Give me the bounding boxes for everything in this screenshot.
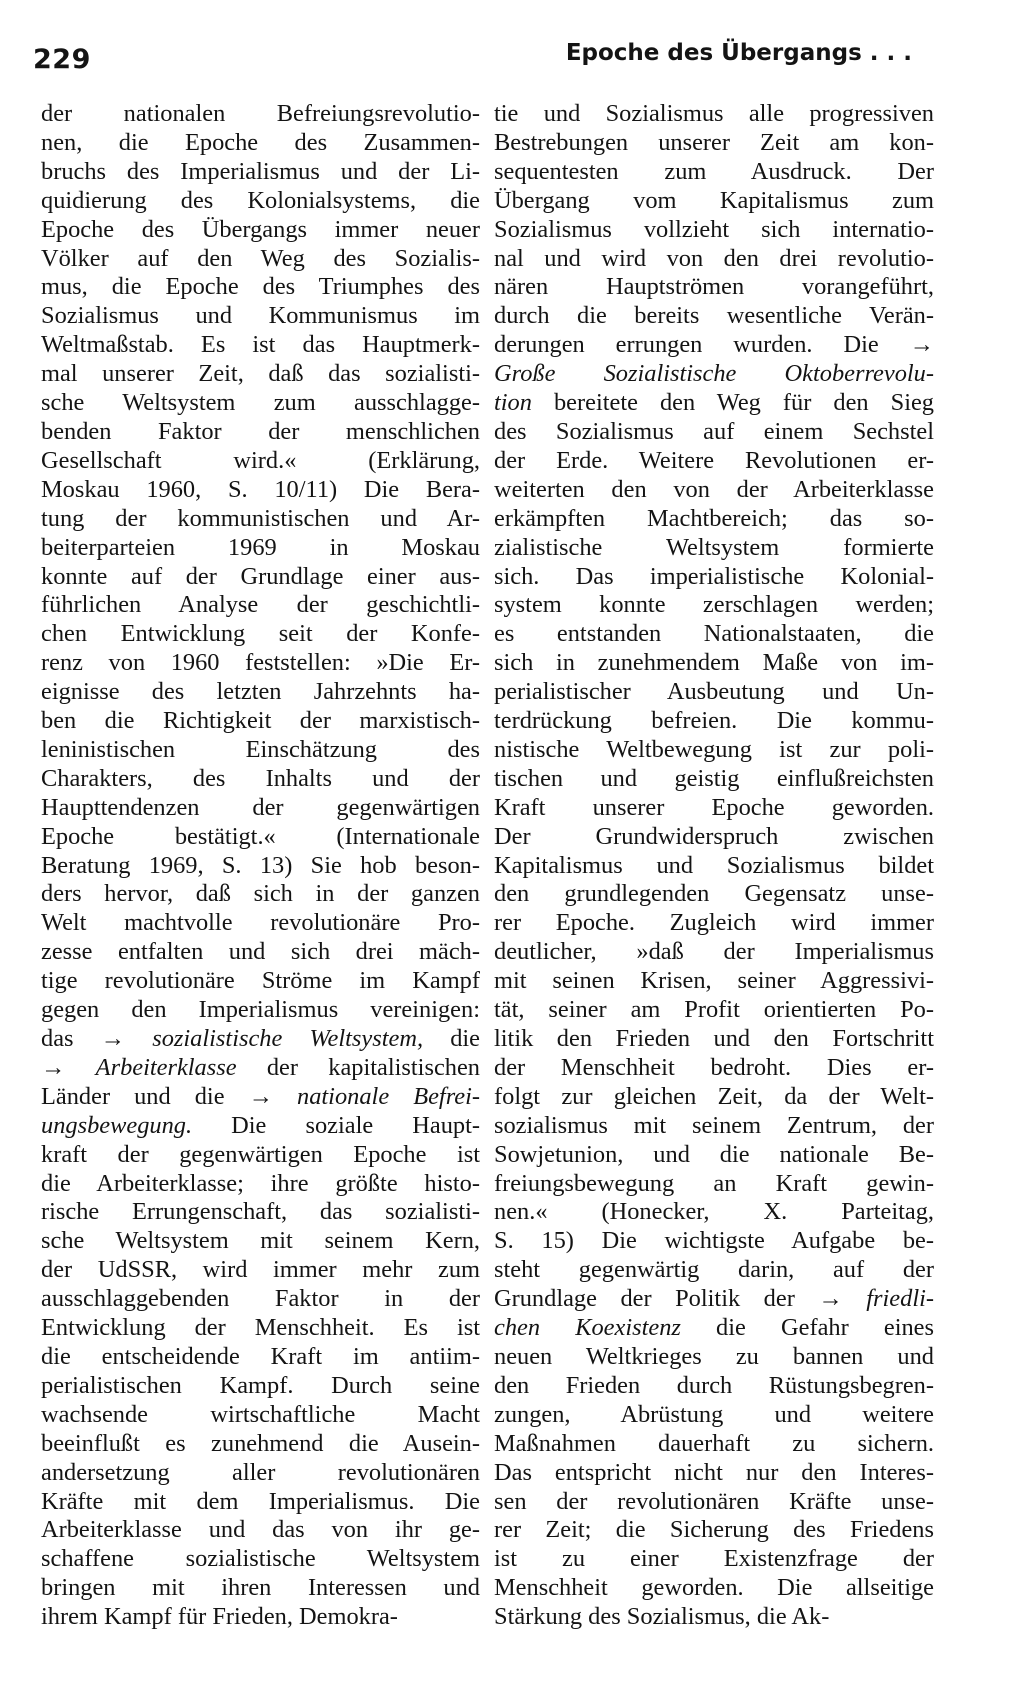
text-line: freiungsbewegung an Kraft gewin- <box>494 1169 934 1197</box>
text-line: tät, seiner am Profit orientierten Po- <box>494 996 934 1024</box>
text-line <box>494 1285 934 1314</box>
text-line: Der Grundwiderspruch zwischen <box>494 822 934 850</box>
text-line: tige revolutionäre Ströme im Kampf <box>41 967 480 995</box>
text-line: leninistischen Einschätzung des <box>41 735 480 763</box>
text-line: quidierung des Kolonialsystems, die <box>41 186 480 214</box>
text-line: die Arbeiterklasse; ihre größte histo- <box>41 1169 480 1197</box>
cross-reference-term: nationale Befrei- <box>297 1082 481 1110</box>
cross-reference-term: sozialistische Weltsystem, <box>152 1025 424 1052</box>
text-line: kraft der gegenwärtigen Epoche ist <box>41 1140 480 1168</box>
text-line: derungen errungen wurden. Die → <box>494 331 934 359</box>
text-line: beeinflußt es zunehmend die Ausein- <box>41 1429 480 1457</box>
text-line: litik den Frieden und den Fortschritt <box>494 1025 934 1052</box>
text-line: rer Epoche. Zugleich wird immer <box>494 909 934 937</box>
text-fragment: die <box>423 1025 480 1052</box>
text-line <box>494 1314 934 1343</box>
text-line: Epoche des Übergangs immer neuer <box>41 215 480 243</box>
text-line: rer Zeit; die Sicherung des Friedens <box>494 1516 934 1544</box>
text-line: Das entspricht nicht nur den Interes- <box>494 1458 934 1486</box>
text-line: der UdSSR, wird immer mehr zum <box>41 1256 480 1284</box>
text-line: durch die bereits wesentliche Verän- <box>494 302 934 330</box>
text-line: sozialismus mit seinem Zentrum, der <box>494 1111 934 1139</box>
text-line: rische Errungenschaft, das sozialisti- <box>41 1198 480 1226</box>
text-line: erkämpften Machtbereich; das so- <box>494 504 934 532</box>
text-line: S. 15) Die wichtigste Aufgabe be- <box>494 1227 934 1255</box>
text-line: Charakters, des Inhalts und der <box>41 764 480 792</box>
text-fragment: Grundlage der Politik der → <box>494 1285 867 1313</box>
text-line: tischen und geistig einflußreichsten <box>494 764 934 792</box>
text-line: Kraft unserer Epoche geworden. <box>494 793 934 821</box>
text-line: sich in zunehmendem Maße von im- <box>494 649 934 677</box>
text-line: system konnte zerschlagen werden; <box>494 591 934 619</box>
text-line: beiterparteien 1969 in Moskau <box>41 533 480 561</box>
cross-reference-term: friedli- <box>866 1285 934 1313</box>
text-line: tung der kommunistischen und Ar- <box>41 504 480 532</box>
text-line <box>494 360 934 389</box>
right-text-column <box>494 100 934 1632</box>
text-line: deutlicher, »daß der Imperialismus <box>494 938 934 966</box>
text-line: konnte auf der Grundlage einer aus- <box>41 562 480 590</box>
text-line: terdrückung befreien. Die kommu- <box>494 707 934 735</box>
text-line: sen der revolutionären Kräfte unse- <box>494 1487 934 1515</box>
text-line: Sozialismus vollzieht sich internatio- <box>494 215 934 243</box>
cross-reference-term: Arbeiterklasse <box>95 1053 237 1081</box>
text-line <box>41 1112 480 1141</box>
text-line: des Sozialismus auf einem Sechstel <box>494 417 934 445</box>
running-title: Epoche des Übergangs . . . <box>565 40 912 66</box>
text-line: Menschheit geworden. Die allseitige <box>494 1574 934 1602</box>
text-line <box>41 1025 480 1054</box>
text-line: ihrem Kampf für Frieden, Demokra- <box>41 1603 398 1631</box>
text-line: ausschlaggebenden Faktor in der <box>41 1285 480 1313</box>
cross-reference-term: Große Sozialistische Oktoberrevolu- <box>494 360 934 388</box>
text-line: zialistische Weltsystem formierte <box>494 533 934 561</box>
text-line: neuen Weltkrieges zu bannen und <box>494 1342 934 1370</box>
text-fragment: → <box>41 1053 96 1081</box>
text-fragment: Die soziale Haupt- <box>192 1111 480 1139</box>
text-line: der Erde. Weitere Revolutionen er- <box>494 446 934 474</box>
text-line: chen Entwicklung seit der Konfe- <box>41 620 480 648</box>
text-line: den Frieden durch Rüstungsbegren- <box>494 1371 934 1399</box>
text-line: führlichen Analyse der geschichtli- <box>41 591 480 619</box>
text-line: mit seinen Krisen, seiner Aggressivi- <box>494 967 934 995</box>
text-line: zesse entfalten und sich drei mäch- <box>41 938 480 966</box>
text-line: die entscheidende Kraft im antiim- <box>41 1342 480 1370</box>
text-line: folgt zur gleichen Zeit, da der Welt- <box>494 1082 934 1110</box>
text-line: Epoche bestätigt.« (Internationale <box>41 822 480 850</box>
text-line: Übergang vom Kapitalismus zum <box>494 186 934 214</box>
text-line: tie und Sozialismus alle progressiven <box>494 100 934 127</box>
text-line: Sowjetunion, und die nationale Be- <box>494 1140 934 1168</box>
text-line: Völker auf den Weg des Sozialis- <box>41 244 480 272</box>
text-line: der nationalen Befreiungsrevolutio- <box>41 100 480 127</box>
text-line: sich. Das imperialistische Kolonial- <box>494 562 934 590</box>
text-line: Stärkung des Sozialismus, die Ak- <box>494 1603 830 1631</box>
text-fragment: der kapitalistischen <box>236 1053 480 1081</box>
text-line: sche Weltsystem zum ausschlagge- <box>41 389 480 417</box>
text-line: weiterten den von der Arbeiterklasse <box>494 475 934 503</box>
text-line: sequentesten zum Ausdruck. Der <box>494 157 934 185</box>
text-line: Sozialismus und Kommunismus im <box>41 302 480 330</box>
text-line: Moskau 1960, S. 10/11) Die Bera- <box>41 475 480 503</box>
text-line: andersetzung aller revolutionären <box>41 1458 480 1486</box>
text-line: es entstanden Nationalstaaten, die <box>494 620 934 648</box>
text-line <box>41 1054 480 1083</box>
cross-reference-term: ungsbewegung. <box>41 1111 193 1139</box>
text-line: Kräfte mit dem Imperialismus. Die <box>41 1487 480 1515</box>
text-line: nen.« (Honecker, X. Parteitag, <box>494 1198 934 1226</box>
text-line: Haupttendenzen der gegenwärtigen <box>41 793 480 821</box>
text-line: renz von 1960 feststellen: »Die Er- <box>41 649 480 677</box>
text-line: nal und wird von den drei revolutio- <box>494 244 934 272</box>
text-line: Weltmaßstab. Es ist das Hauptmerk- <box>41 331 480 359</box>
text-line: Gesellschaft wird.« (Erklärung, <box>41 446 480 474</box>
text-line: nären Hauptströmen vorangeführt, <box>494 273 934 301</box>
text-line: bringen mit ihren Interessen und <box>41 1574 480 1602</box>
text-line: bruchs des Imperialismus und der Li- <box>41 157 480 185</box>
text-line: ders hervor, daß sich in der ganzen <box>41 880 480 908</box>
text-line: sche Weltsystem mit seinem Kern, <box>41 1227 480 1255</box>
text-line: steht gegenwärtig darin, auf der <box>494 1256 934 1284</box>
text-line: Kapitalismus und Sozialismus bildet <box>494 851 934 879</box>
text-line: mus, die Epoche des Triumphes des <box>41 273 480 301</box>
text-fragment: Länder und die → <box>41 1082 298 1110</box>
text-line: perialistischer Ausbeutung und Un- <box>494 678 934 706</box>
text-line <box>494 389 934 418</box>
text-fragment: bereitete den Weg für den Sieg <box>531 389 934 417</box>
text-line: nistische Weltbewegung ist zur poli- <box>494 735 934 763</box>
cross-reference-term: tion <box>494 389 532 417</box>
page-number: 229 <box>33 44 91 75</box>
text-line: ist zu einer Existenzfrage der <box>494 1545 934 1573</box>
text-line: gegen den Imperialismus vereinigen: <box>41 996 480 1024</box>
text-line: Bestrebungen unserer Zeit am kon- <box>494 128 934 156</box>
text-line: eignisse des letzten Jahrzehnts ha- <box>41 678 480 706</box>
text-line <box>41 1083 480 1112</box>
text-line: zungen, Abrüstung und weitere <box>494 1400 934 1428</box>
text-fragment: das → <box>41 1025 153 1052</box>
text-line: Welt machtvolle revolutionäre Pro- <box>41 909 480 937</box>
text-line: Beratung 1969, S. 13) Sie hob beson- <box>41 851 480 879</box>
text-line: nen, die Epoche des Zusammen- <box>41 128 480 156</box>
cross-reference-term: chen Koexistenz <box>494 1314 681 1342</box>
text-line: schaffene sozialistische Weltsystem <box>41 1545 480 1573</box>
text-line: ben die Richtigkeit der marxistisch- <box>41 707 480 735</box>
text-fragment: die Gefahr eines <box>680 1314 934 1342</box>
text-line: Maßnahmen dauerhaft zu sichern. <box>494 1429 934 1457</box>
text-line: Arbeiterklasse und das von ihr ge- <box>41 1516 480 1544</box>
text-line: mal unserer Zeit, daß das sozialisti- <box>41 360 480 388</box>
left-text-column <box>41 100 480 1632</box>
text-line: Entwicklung der Menschheit. Es ist <box>41 1314 480 1342</box>
text-line: perialistischen Kampf. Durch seine <box>41 1371 480 1399</box>
text-line: den grundlegenden Gegensatz unse- <box>494 880 934 908</box>
text-line: wachsende wirtschaftliche Macht <box>41 1400 480 1428</box>
text-line: der Menschheit bedroht. Dies er- <box>494 1053 934 1081</box>
text-line: benden Faktor der menschlichen <box>41 417 480 445</box>
